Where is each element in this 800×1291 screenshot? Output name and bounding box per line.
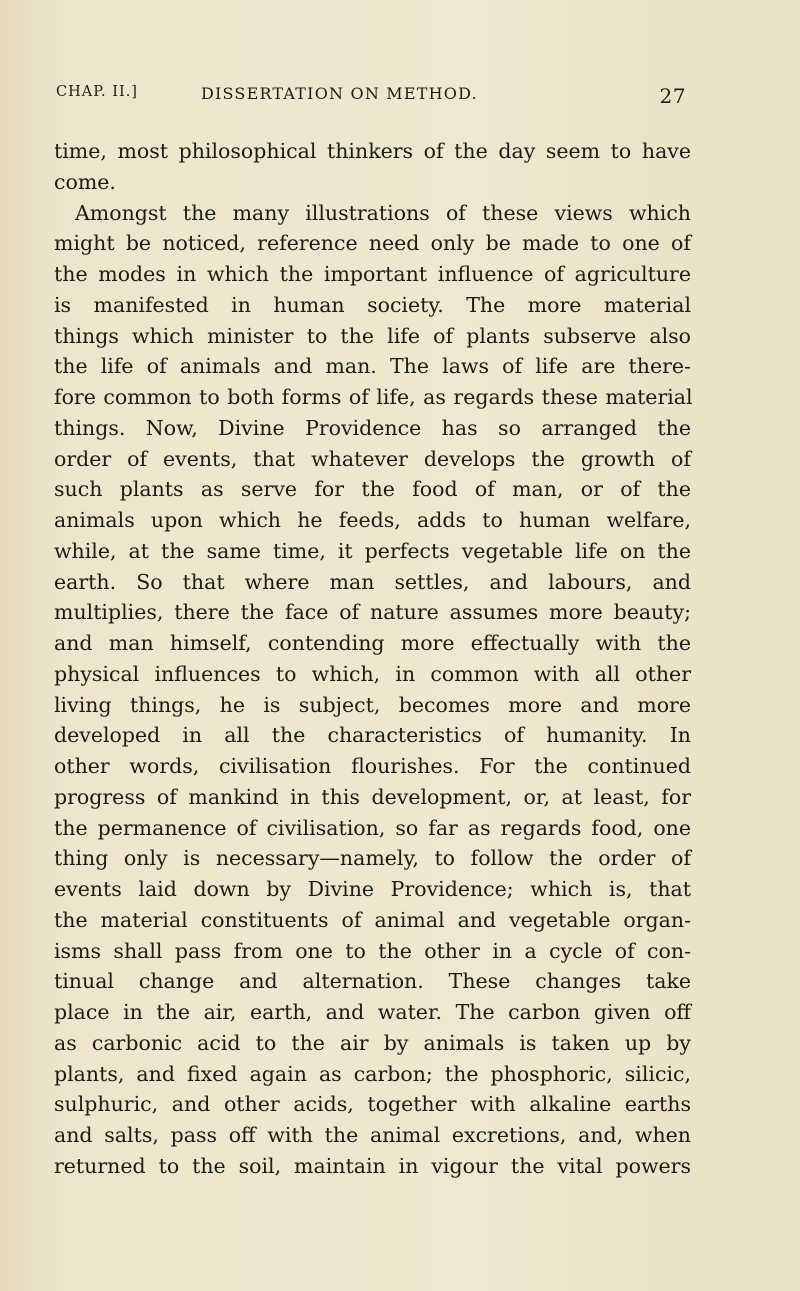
text-line: things. Now, Divine Providence has so arranged the	[54, 415, 691, 440]
text-line: living things, he is subject, becomes more and more	[54, 692, 691, 717]
running-header	[56, 84, 686, 112]
text-line: Amongst the many illustrations of these views which	[75, 200, 691, 225]
text-line: returned to the soil, maintain in vigour the vital powers	[54, 1153, 691, 1178]
text-line: earth. So that where man settles, and labours, and	[54, 569, 691, 594]
text-line: other words, civilisation flourishes. For the continued	[54, 754, 691, 778]
text-line: animals upon which he feeds, adds to human welfare,	[54, 508, 691, 532]
text-line: time, most philosophical thinkers of the day seem to have	[54, 139, 691, 163]
text-line: fore common to both forms of life, as regards these material	[54, 385, 693, 409]
text-line: such plants as serve for the food of man, or of the	[54, 477, 691, 502]
text-line: developed in all the characteristics of humanity. In	[54, 723, 691, 748]
body-text	[54, 136, 691, 1182]
text-line: the material constituents of animal and vegetable organ-	[54, 907, 691, 932]
text-line: as carbonic acid to the air by animals is taken up by	[54, 1030, 691, 1055]
text-line: events laid down by Divine Providence; which is, that	[54, 877, 691, 901]
text-line: and salts, pass off with the animal excretions, and, when	[54, 1123, 691, 1147]
text-line: order of events, that whatever develops the growth of	[54, 446, 691, 471]
text-line: the permanence of civilisation, so far as regards food, one	[54, 815, 691, 840]
text-line: thing only is necessary—namely, to follow the order of	[54, 846, 691, 871]
text-line: sulphuric, and other acids, together with alkaline earths	[54, 1092, 691, 1117]
text-line: progress of mankind in this development, or, at least, for	[54, 784, 691, 809]
text-line: physical influences to which, in common with all other	[54, 661, 691, 686]
text-line: come.	[54, 169, 116, 194]
text-line: the modes in which the important influence of agriculture	[54, 262, 691, 286]
page-number: 27	[659, 84, 686, 108]
text-line: place in the air, earth, and water. The carbon given off	[54, 1000, 691, 1024]
text-line: and man himself, contending more effectually with the	[54, 631, 691, 655]
text-line: is manifested in human society. The more material	[54, 292, 691, 317]
text-line: plants, and fixed again as carbon; the phosphoric, silicic,	[54, 1061, 691, 1086]
chapter-label: CHAP. II.]	[56, 84, 138, 100]
text-line: might be noticed, reference need only be made to one of	[54, 231, 691, 256]
text-line: tinual change and alternation. These changes take	[54, 969, 691, 994]
running-title: DISSERTATION ON METHOD.	[201, 84, 478, 103]
text-line: while, at the same time, it perfects vegetable life on the	[54, 538, 691, 563]
text-line: the life of animals and man. The laws of life are there-	[54, 354, 691, 379]
text-line: things which minister to the life of plants subserve also	[54, 323, 691, 348]
text-line: isms shall pass from one to the other in a cycle of con-	[54, 938, 691, 963]
text-line: multiplies, there the face of nature assumes more beauty;	[54, 600, 691, 625]
